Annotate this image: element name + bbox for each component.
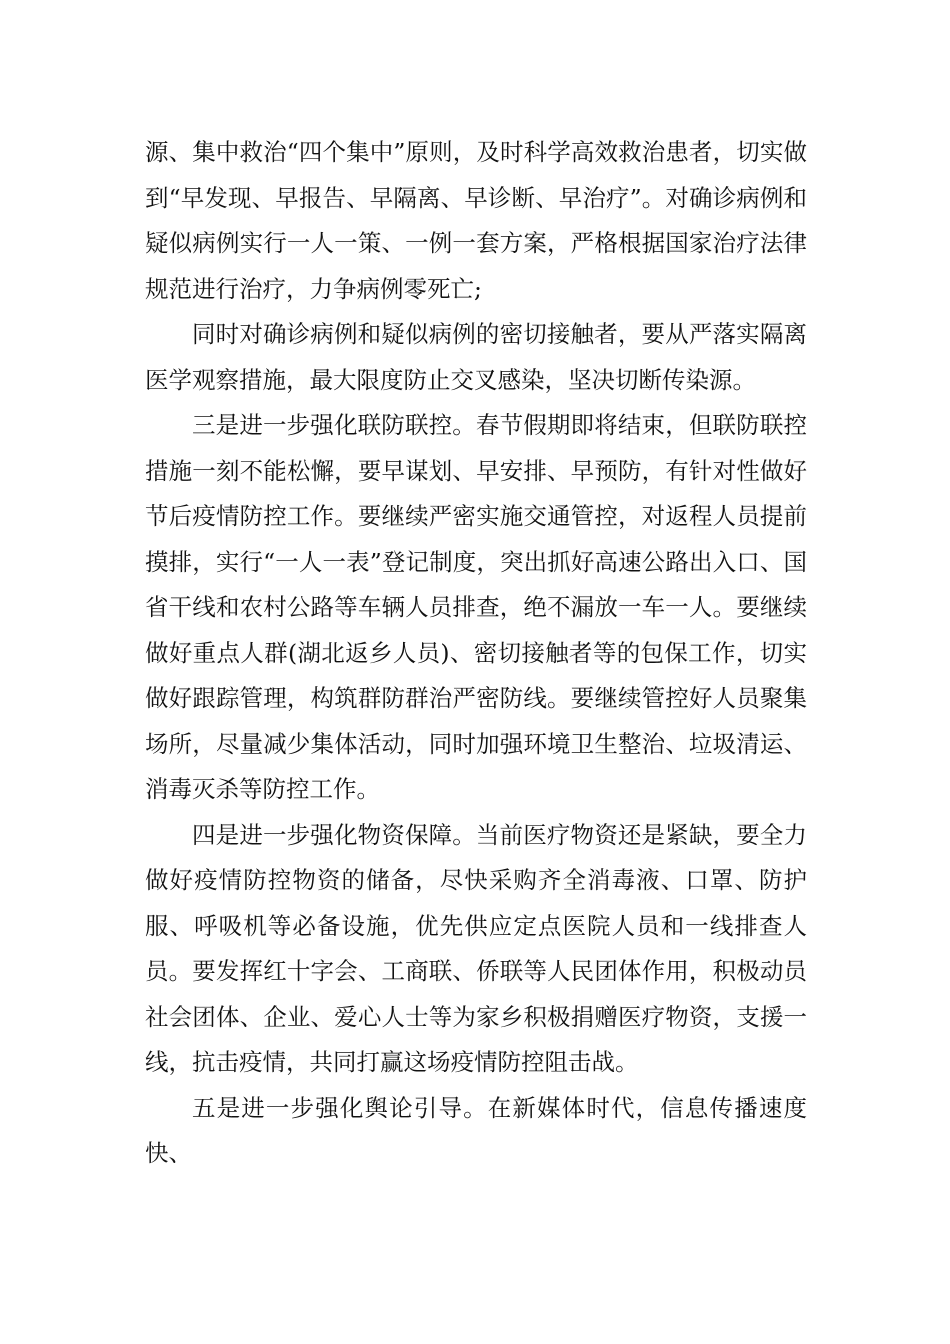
paragraph-continuation: 源、集中救治“四个集中”原则，及时科学高效救治患者，切实做到“早发现、早报告、早隔离、早诊断、早治疗”。对确诊病例和疑似病例实行一人一策、一例一套方案，严格根据国家治疗法律规范进行治疗，力争病例零死亡; <box>145 138 807 303</box>
document-body <box>145 130 807 1177</box>
paragraph-material-supply: 四是进一步强化物资保障。当前医疗物资还是紧缺，要全力做好疫情防控物资的储备，尽快采购齐全消毒液、口罩、防护服、呼吸机等必备设施，优先供应定点医院人员和一线排查人员。要发挥红十字会、工商联、侨联等人民团体作用，积极动员社会团体、企业、爱心人士等为家乡积极捐赠医疗物资，支援一线，抗击疫情，共同打赢这场疫情防控阻击战。 <box>145 820 807 1076</box>
paragraph-joint-prevention: 三是进一步强化联防联控。春节假期即将结束，但联防联控措施一刻不能松懈，要早谋划、早安排、早预防，有针对性做好节后疫情防控工作。要继续严密实施交通管控，对返程人员提前摸排，实行“一人一表”登记制度，突出抓好高速公路出入口、国省干线和农村公路等车辆人员排查，绝不漏放一车一人。要继续做好重点人群(湖北返乡人员)、密切接触者等的包保工作，切实做好跟踪管理，构筑群防群治严密防线。要继续管控好人员聚集场所，尽量减少集体活动，同时加强环境卫生整治、垃圾清运、消毒灭杀等防控工作。 <box>145 411 807 803</box>
paragraph-close-contacts: 同时对确诊病例和疑似病例的密切接触者，要从严落实隔离医学观察措施，最大限度防止交叉感染，坚决切断传染源。 <box>145 320 807 394</box>
paragraph-public-opinion: 五是进一步强化舆论引导。在新媒体时代，信息传播速度快、 <box>145 1093 807 1167</box>
